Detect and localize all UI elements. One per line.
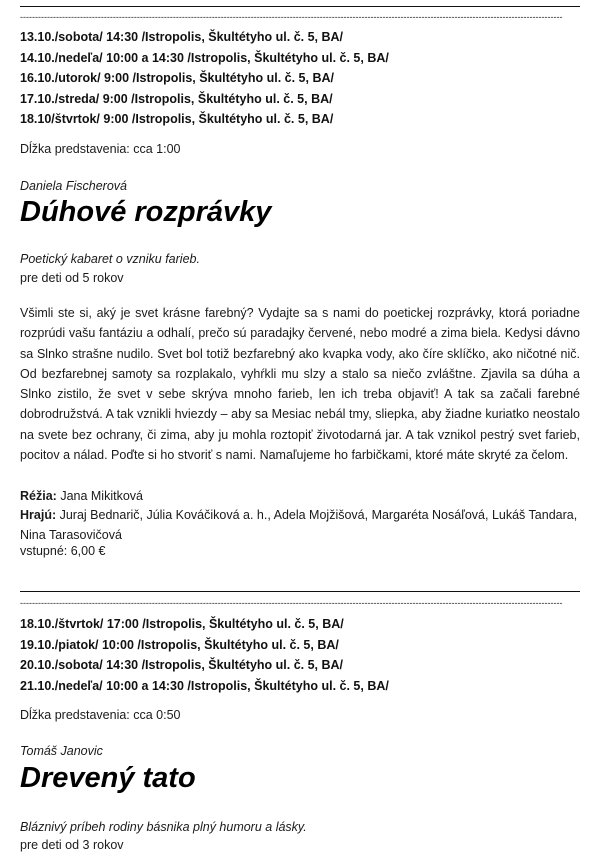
- cast-names: Juraj Bednarič, Júlia Kováčiková a. h., Adela Mojžišová, Margaréta Nosáľová, Lukáš Tandara, Nina Tarasovičová: [20, 508, 578, 542]
- schedule-line: 21.10./nedeľa/ 10:00 a 14:30 /Istropolis, Škultétyho ul. č. 5, BA/: [20, 678, 389, 693]
- show2-author: Tomáš Janovic: [20, 744, 103, 758]
- schedule-line: 13.10./sobota/ 14:30 /Istropolis, Škultétyho ul. č. 5, BA/: [20, 30, 344, 44]
- show1-author: Daniela Fischerová: [20, 179, 127, 193]
- show1-schedule: [20, 27, 580, 130]
- show2-duration: Dĺžka predstavenia: cca 0:50: [20, 708, 181, 722]
- schedule-line: 18.10/štvrtok/ 9:00 /Istropolis, Škultétyho ul. č. 5, BA/: [20, 112, 334, 126]
- schedule-line: 17.10./streda/ 9:00 /Istropolis, Škultétyho ul. č. 5, BA/: [20, 91, 333, 106]
- show1-duration: Dĺžka predstavenia: cca 1:00: [20, 142, 181, 156]
- schedule-line: 18.10./štvrtok/ 17:00 /Istropolis, Škultétyho ul. č. 5, BA/: [20, 617, 344, 631]
- cast-label: Hrajú:: [20, 508, 57, 522]
- schedule-line: 20.10./sobota/ 14:30 /Istropolis, Škultétyho ul. č. 5, BA/: [20, 658, 344, 672]
- show1-price: vstupné: 6,00 €: [20, 544, 106, 558]
- separator-line: [20, 591, 580, 592]
- show1-title: Dúhové rozprávky: [20, 196, 272, 228]
- show2-subtitle: Bláznivý príbeh rodiny básnika plný humoru a lásky.: [20, 820, 307, 834]
- show2-age: pre deti od 3 rokov: [20, 838, 124, 852]
- director-name: Jana Mikitková: [60, 489, 143, 503]
- show1-age: pre deti od 5 rokov: [20, 271, 124, 285]
- schedule-line: 14.10./nedeľa/ 10:00 a 14:30 /Istropolis, Škultétyho ul. č. 5, BA/: [20, 50, 389, 65]
- show2-title: Drevený tato: [20, 762, 196, 794]
- schedule-line: 16.10./utorok/ 9:00 /Istropolis, Škultétyho ul. č. 5, BA/: [20, 71, 334, 85]
- dashed-separator: -------------------------------------------------------------------------------------------------------------------------------------------------------------------------------------: [20, 598, 563, 608]
- show2-schedule: [20, 614, 580, 696]
- show1-description: Všimli ste si, aký je svet krásne farebný? Vydajte sa s nami do poetickej rozprávky, ktorá poriadne rozprúdi vašu fantáziu a odhalí, prečo sú paradajky červené, nebo modré a zima biela. Kedysi dávno sa Slnko strašne nudilo. Svet bol totiž bezfarebný ako kvapka vody, ako číre sklíčko, ako ničotné nič. Od bezfarebnej samoty sa rozplakalo, vyhŕkli mu slzy a stalo sa niečo zvláštne. Zjavila sa dúha a Slnko zistilo, že svet v sebe skrýva mnoho farieb, len ich treba objaviť! A tak sa začali farebné dobrodružstvá. A tak vznikli hviezdy – aby sa Mesiac nebál tmy, sliepka, aby žiadne kuriatko neostalo na svete bez ochrany, či zima, aby ju mohla roztopiť životodarná jar. A tak vznikol pestrý svet farieb, pocitov a nálad. Poďte si ho stvoriť s nami. Namaľujeme ho farbičkami, ktoré máte skryté za čelom.: [20, 306, 580, 463]
- show1-subtitle: Poetický kabaret o vzniku farieb.: [20, 252, 200, 266]
- director-label: Réžia:: [20, 489, 57, 503]
- show1-director-line: [20, 486, 580, 506]
- separator-line: [20, 6, 580, 7]
- schedule-line: 19.10./piatok/ 10:00 /Istropolis, Škultétyho ul. č. 5, BA/: [20, 637, 339, 652]
- show1-cast-line: [20, 505, 580, 545]
- dashed-separator: -------------------------------------------------------------------------------------------------------------------------------------------------------------------------------------: [20, 12, 563, 22]
